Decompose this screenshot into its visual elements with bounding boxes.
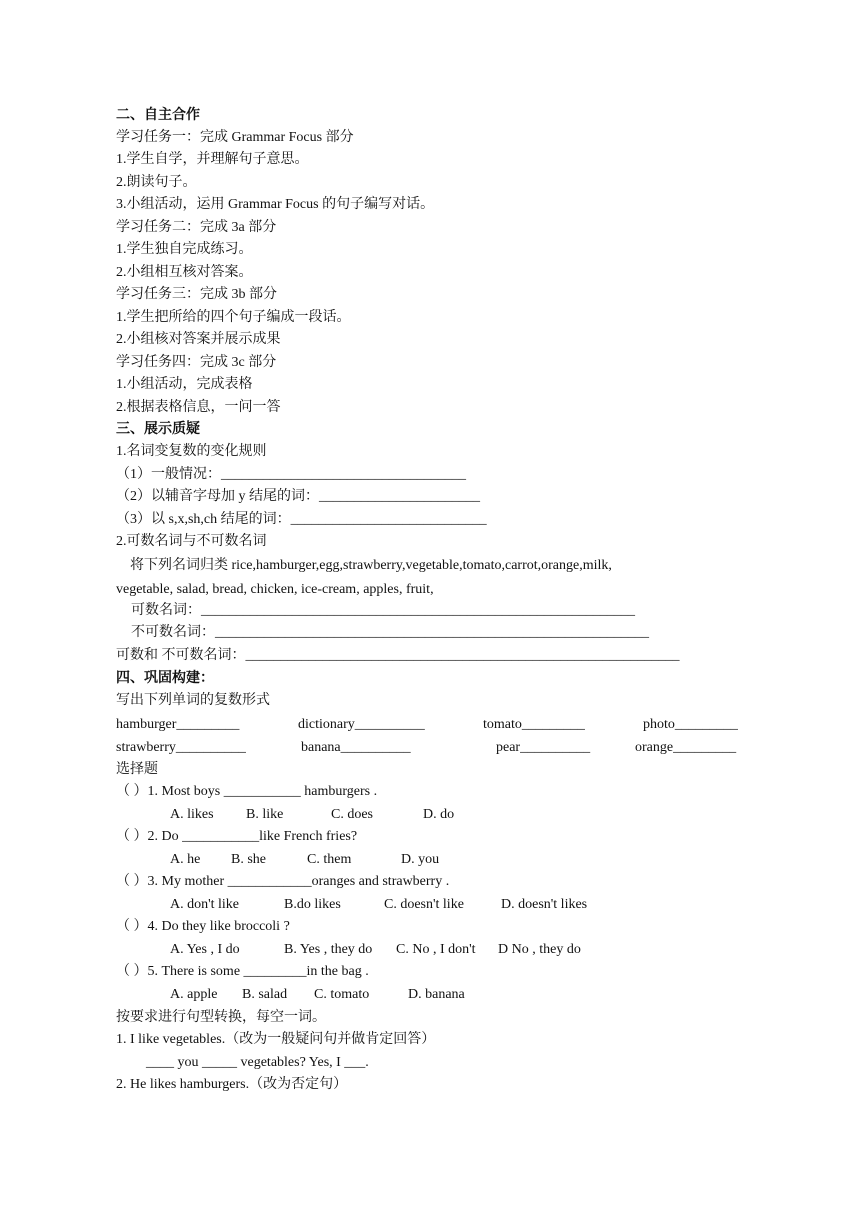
- task4-title: 学习任务四：完成 3c 部分: [116, 355, 277, 370]
- option-d: D. do: [423, 807, 455, 822]
- countable-title: 2.可数名词与不可数名词: [116, 534, 267, 549]
- option-c: C. No , I don't: [396, 942, 476, 957]
- option-d: D. you: [401, 852, 440, 867]
- task2-step2: 2.小组相互核对答案。: [116, 265, 253, 280]
- task4-step1: 1.小组活动，完成表格: [116, 377, 253, 392]
- section4-heading: 四、巩固构建：: [116, 671, 214, 686]
- plural-word: strawberry__________: [116, 740, 246, 755]
- uncountable-nouns-line: 不可数名词：______________________________________________________________: [131, 625, 649, 640]
- task2-step1: 1.学生独自完成练习。: [116, 242, 253, 257]
- option-a: A. apple: [170, 987, 218, 1002]
- option-c: C. does: [331, 807, 373, 822]
- option-b: B. like: [246, 807, 284, 822]
- option-b: B. Yes , they do: [284, 942, 373, 957]
- countable-nouns-line: 可数名词：______________________________________________________________: [131, 603, 635, 618]
- transform-answer-1: ____ you _____ vegetables? Yes, I ___.: [146, 1055, 369, 1070]
- plural-word: tomato_________: [483, 717, 585, 732]
- task4-step2: 2.根据表格信息，一问一答: [116, 400, 281, 415]
- plural-rule-3: （3）以 s,x,sh,ch 结尾的词：____________________________: [116, 512, 487, 527]
- task3-title: 学习任务三：完成 3b 部分: [116, 287, 277, 302]
- task3-step1: 1.学生把所给的四个句子编成一段话。: [116, 310, 351, 325]
- option-a: A. don't like: [170, 897, 240, 912]
- plural-word: pear__________: [496, 740, 591, 755]
- plural-rule-1: （1）一般情况：___________________________________: [116, 467, 466, 482]
- question-5: （ ）5. There is some _________in the bag .: [116, 964, 369, 979]
- task2-title: 学习任务二：完成 3a 部分: [116, 220, 277, 235]
- task1-step3: 3.小组活动，运用 Grammar Focus 的句子编写对话。: [116, 197, 435, 212]
- transform-title: 按要求进行句型转换，每空一词。: [116, 1010, 326, 1025]
- task3-step2: 2.小组核对答案并展示成果: [116, 332, 281, 347]
- plural-rules-title: 1.名词变复数的变化规则: [116, 444, 267, 459]
- task1-step2: 2.朗读句子。: [116, 175, 197, 190]
- transform-sentence-2: 2. He likes hamburgers.（改为否定句）: [116, 1077, 348, 1092]
- option-d: D No , they do: [498, 942, 581, 957]
- multiple-choice-title: 选择题: [116, 762, 158, 777]
- question-2: （ ）2. Do ___________like French fries?: [116, 829, 358, 844]
- section2-heading: 二、自主合作: [116, 108, 200, 123]
- option-a: A. likes: [170, 807, 214, 822]
- task1-step1: 1.学生自学，并理解句子意思。: [116, 152, 309, 167]
- plural-word: hamburger_________: [116, 717, 240, 732]
- section3-heading: 三、展示质疑: [116, 422, 200, 437]
- plural-exercise-title: 写出下列单词的复数形式: [116, 693, 270, 708]
- transform-sentence-1: 1. I like vegetables.（改为一般疑问句并做肯定回答）: [116, 1032, 436, 1047]
- plural-word: banana__________: [301, 740, 411, 755]
- option-b: B.do likes: [284, 897, 341, 912]
- option-c: C. doesn't like: [384, 897, 464, 912]
- option-b: B. salad: [242, 987, 288, 1002]
- plural-word: dictionary__________: [298, 717, 425, 732]
- plural-word: orange_________: [635, 740, 737, 755]
- option-a: A. he: [170, 852, 201, 867]
- option-b: B. she: [231, 852, 266, 867]
- question-3: （ ）3. My mother ____________oranges and strawberry .: [116, 874, 450, 889]
- question-1: （ ）1. Most boys ___________ hamburgers .: [116, 784, 378, 799]
- option-d: D. doesn't likes: [501, 897, 588, 912]
- classify-line-1: 将下列名词归类 rice,hamburger,egg,strawberry,vegetable,tomato,carrot,orange,milk,: [130, 558, 612, 573]
- option-a: A. Yes , I do: [170, 942, 240, 957]
- classify-line-2: vegetable, salad, bread, chicken, ice-cream, apples, fruit,: [116, 582, 434, 597]
- option-c: C. them: [307, 852, 352, 867]
- both-nouns-line: 可数和 不可数名词：______________________________________________________________: [116, 648, 680, 663]
- option-d: D. banana: [408, 987, 465, 1002]
- question-4: （ ）4. Do they like broccoli ?: [116, 919, 290, 934]
- plural-rule-2: （2）以辅音字母加 y 结尾的词：_______________________: [116, 489, 480, 504]
- task1-title: 学习任务一：完成 Grammar Focus 部分: [116, 130, 354, 145]
- option-c: C. tomato: [314, 987, 370, 1002]
- plural-word: photo_________: [643, 717, 738, 732]
